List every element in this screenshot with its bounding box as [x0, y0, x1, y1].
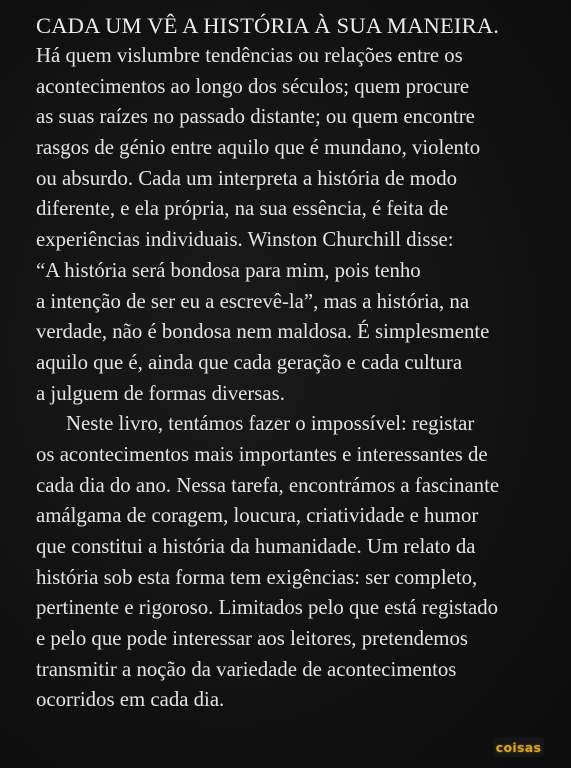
text-line: pertinente e rigoroso. Limitados pelo que está registado: [36, 596, 499, 620]
text-line: que constitui a história da humanidade. Um relato da: [36, 535, 476, 558]
text-line: experiências individuais. Winston Churchill disse:: [36, 228, 454, 252]
text-line: história sob esta forma tem exigências: ser completo,: [36, 565, 478, 589]
body-text: [36, 41, 566, 716]
text-line: Há quem vislumbre tendências ou relações entre os: [36, 44, 463, 67]
paragraph-1: [36, 41, 566, 409]
text-line: ou absurdo. Cada um interpreta a história de modo: [36, 166, 458, 190]
text-line: cada dia do ano. Nessa tarefa, encontrámos a fascinante: [36, 473, 500, 497]
text-line: aquilo que é, ainda que cada geração e cada cultura: [36, 350, 463, 374]
text-line: e pelo que pode interessar aos leitores, pretendemos: [36, 627, 468, 651]
watermark-text: coisas: [495, 739, 542, 755]
text-line: verdade, não é bondosa nem maldosa. É simplesmente: [36, 320, 490, 344]
text-line: “A história será bondosa para mim, pois tenho: [36, 258, 421, 282]
text-line: ocorridos em cada dia.: [36, 688, 225, 712]
text-line: rasgos de génio entre aquilo que é mundano, violento: [36, 136, 481, 160]
text-line: a intenção de ser eu a escrevê-la”, mas a história, na: [36, 289, 470, 313]
paragraph-2: [36, 409, 566, 716]
text-line: amálgama de coragem, loucura, criatividade e humor: [36, 504, 479, 528]
heading: CADA UM VÊ A HISTÓRIA À SUA MANEIRA.: [36, 13, 500, 38]
text-line: os acontecimentos mais importantes e interessantes de: [36, 442, 488, 466]
text-line: as suas raízes no passado distante; ou quem encontre: [36, 105, 475, 129]
text-line: diferente, e ela própria, na sua essência, é feita de: [36, 197, 449, 221]
text-line: acontecimentos ao longo dos séculos; quem procure: [36, 74, 470, 98]
text-line: a julguem de formas diversas.: [36, 381, 285, 405]
text-line: transmitir a noção da variedade de acontecimentos: [36, 657, 457, 681]
text-line: Neste livro, tentámos fazer o impossível: registar: [66, 412, 475, 436]
watermark-logo: [493, 737, 544, 757]
